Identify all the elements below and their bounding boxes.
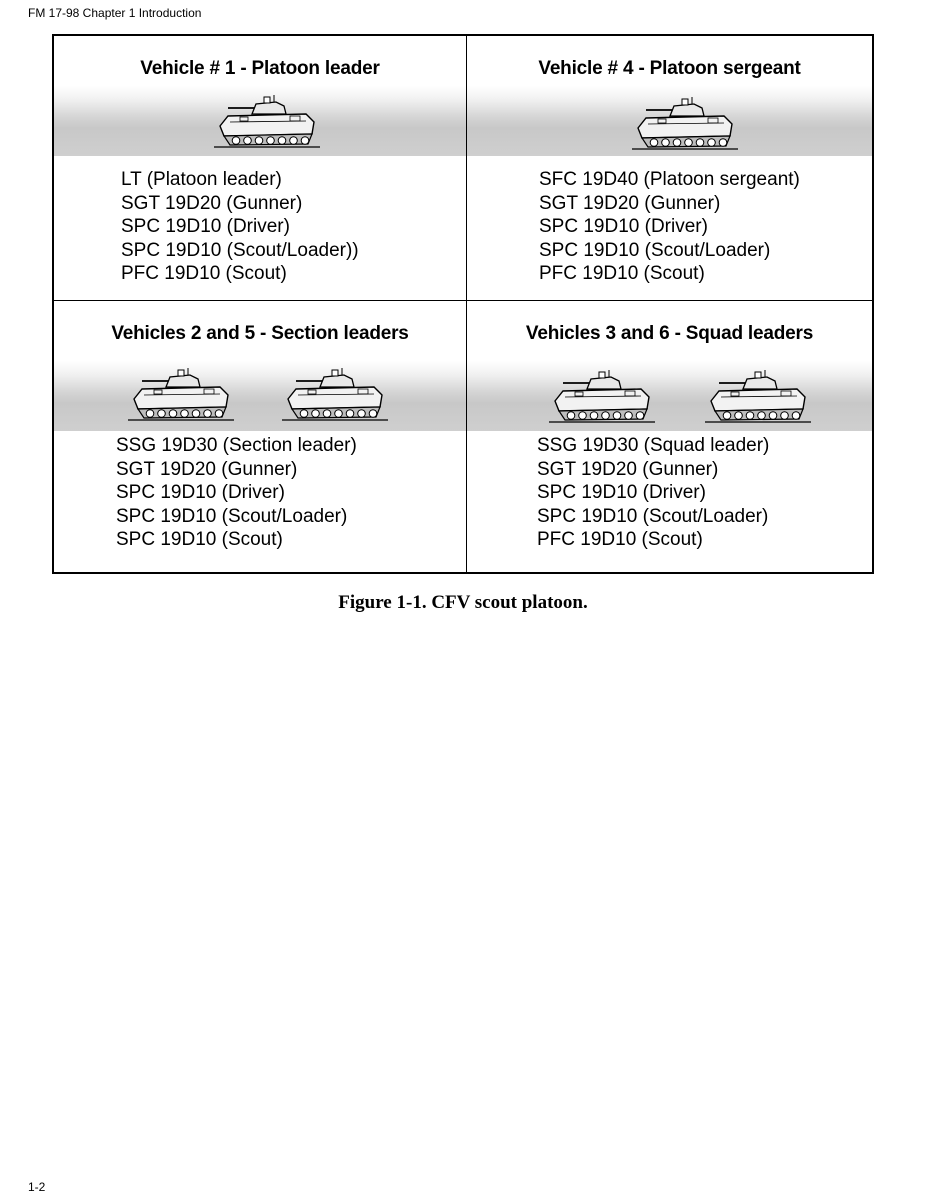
- page-number: 1-2: [28, 1180, 46, 1194]
- crew-member: SSG 19D30 (Squad leader): [537, 435, 770, 456]
- figure-caption: Figure 1-1. CFV scout platoon.: [338, 592, 588, 613]
- crew-member: SPC 19D10 (Scout/Loader)): [121, 239, 359, 261]
- crew-list: [539, 168, 800, 286]
- panel-vehicle-4: [467, 36, 872, 300]
- cfv-vehicle-icon: [547, 367, 657, 425]
- crew-member: SFC 19D40 (Platoon sergeant): [539, 169, 800, 190]
- cfv-vehicle-icon: [126, 365, 236, 423]
- crew-member: SPC 19D10 (Scout): [116, 529, 283, 550]
- panel-vehicles-2-and-5: [54, 301, 466, 572]
- crew-member: SGT 19D20 (Gunner): [121, 192, 303, 214]
- crew-list: [116, 434, 357, 552]
- panel-vehicle-1: [54, 36, 466, 300]
- crew-member: LT (Platoon leader): [121, 169, 282, 190]
- crew-member: SGT 19D20 (Gunner): [116, 458, 298, 480]
- cfv-vehicle-icon: [212, 92, 322, 150]
- crew-member: SPC 19D10 (Driver): [116, 482, 285, 503]
- crew-member: SPC 19D10 (Driver): [539, 216, 708, 237]
- crew-member: PFC 19D10 (Scout): [121, 263, 287, 284]
- figure-cfv-scout-platoon: [52, 34, 874, 574]
- crew-member: PFC 19D10 (Scout): [537, 529, 703, 550]
- panel-title: Vehicles 2 and 5 - Section leaders: [111, 323, 409, 344]
- crew-member: SPC 19D10 (Scout/Loader): [537, 505, 769, 527]
- crew-member: SPC 19D10 (Driver): [121, 216, 290, 237]
- crew-member: SPC 19D10 (Driver): [537, 482, 706, 503]
- crew-list: [121, 168, 359, 286]
- crew-member: SSG 19D30 (Section leader): [116, 435, 357, 456]
- panel-title: Vehicle # 4 - Platoon sergeant: [538, 58, 801, 79]
- cfv-vehicle-icon: [703, 367, 813, 425]
- cfv-vehicle-icon: [630, 94, 740, 152]
- vehicle-band: [54, 361, 466, 431]
- running-head: FM 17-98 Chapter 1 Introduction: [28, 6, 202, 20]
- crew-member: SPC 19D10 (Scout/Loader): [539, 239, 771, 261]
- panel-title: Vehicle # 1 - Platoon leader: [140, 58, 380, 79]
- crew-list: [537, 434, 769, 552]
- panel-vehicles-3-and-6: [467, 301, 872, 572]
- cfv-vehicle-icon: [280, 365, 390, 423]
- crew-member: SGT 19D20 (Gunner): [539, 192, 721, 214]
- crew-member: SGT 19D20 (Gunner): [537, 458, 719, 480]
- crew-member: SPC 19D10 (Scout/Loader): [116, 505, 348, 527]
- panel-title: Vehicles 3 and 6 - Squad leaders: [525, 323, 814, 344]
- crew-member: PFC 19D10 (Scout): [539, 263, 705, 284]
